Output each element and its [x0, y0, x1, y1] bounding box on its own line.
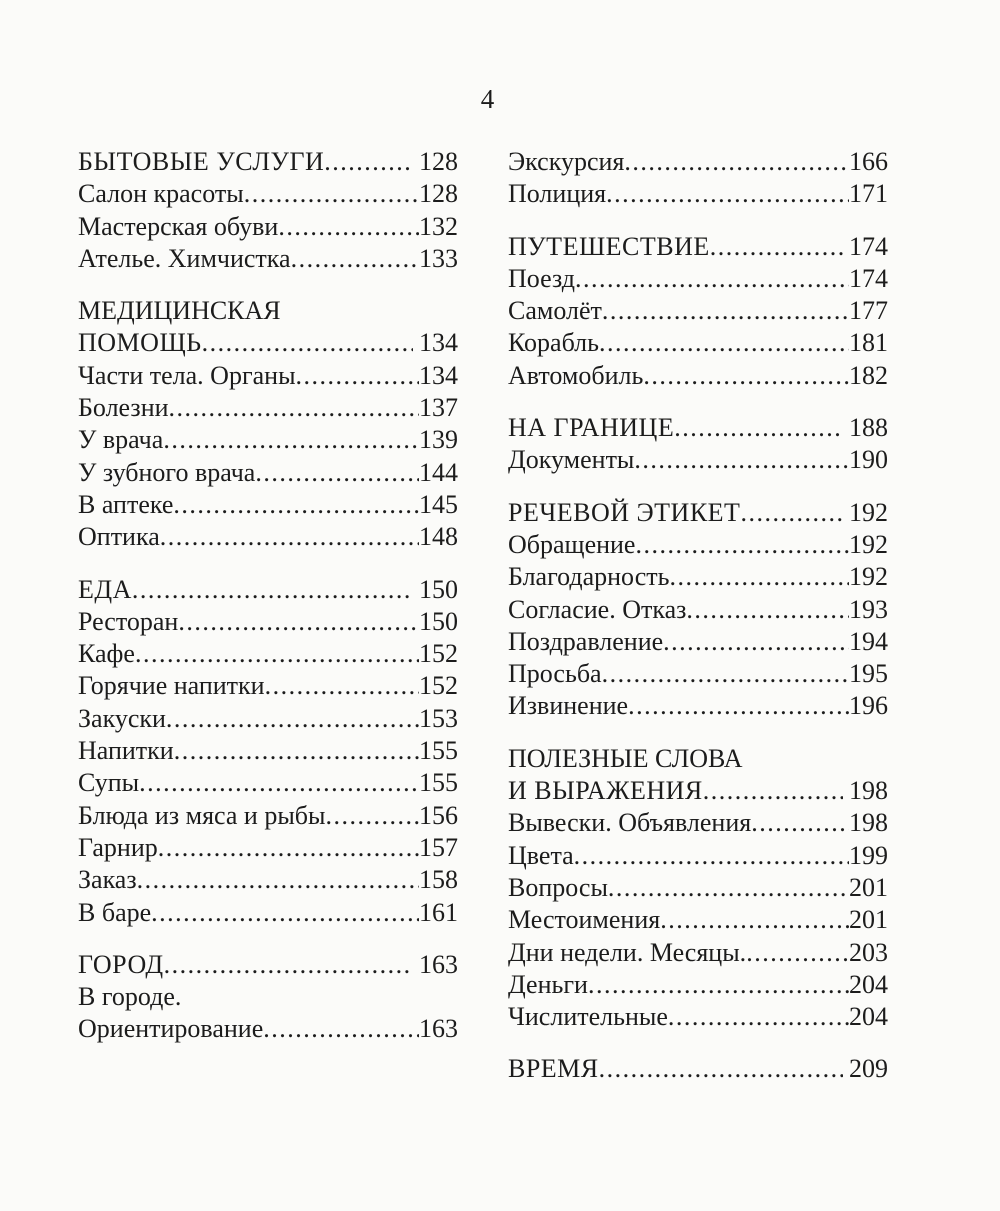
- toc-page-number: 158: [419, 865, 458, 895]
- toc-leader-dots: [663, 626, 849, 658]
- toc-entry[interactable]: [508, 1001, 888, 1033]
- toc-entry[interactable]: [78, 1013, 458, 1045]
- toc-entry-title: У врача: [78, 425, 164, 455]
- toc-page-number: 128: [419, 147, 458, 176]
- toc-entry[interactable]: [78, 800, 458, 832]
- toc-page-number: 203: [849, 937, 888, 967]
- toc-entry-title: Гарнир: [78, 832, 158, 862]
- toc-section-heading[interactable]: [508, 497, 888, 529]
- toc-entry[interactable]: [508, 178, 888, 210]
- section-spacer: [78, 275, 458, 295]
- toc-page-number: 152: [419, 671, 458, 701]
- toc-page-number: 174: [849, 231, 888, 261]
- toc-entry-title: РЕЧЕВОЙ ЭТИКЕТ: [508, 497, 741, 527]
- toc-entry-title: Извинение: [508, 691, 629, 721]
- toc-entry-title: Числительные: [508, 1002, 668, 1032]
- toc-page-number: 204: [849, 1002, 888, 1032]
- toc-entry[interactable]: [508, 561, 888, 593]
- toc-entry-title: Экскурсия: [508, 147, 625, 176]
- toc-leader-dots: [588, 969, 849, 1001]
- toc-right-column: [508, 146, 888, 1086]
- toc-section-heading[interactable]: [78, 981, 458, 1013]
- toc-page-number: 195: [849, 659, 888, 689]
- toc-entry[interactable]: [78, 360, 458, 392]
- toc-entry-title: Обращение: [508, 529, 636, 559]
- toc-page-number: 161: [419, 897, 458, 927]
- toc-page-number: 166: [849, 147, 888, 176]
- toc-entry[interactable]: [78, 489, 458, 521]
- toc-entry[interactable]: [508, 840, 888, 872]
- toc-entry-title: Оптика: [78, 522, 160, 552]
- toc-entry-title: Ориентирование: [78, 1014, 264, 1044]
- toc-entry-title: Поезд: [508, 263, 575, 293]
- toc-leader-dots: [634, 444, 849, 476]
- toc-page-number: 152: [419, 639, 458, 669]
- toc-leader-dots: [628, 690, 849, 722]
- toc-page-number: 155: [419, 768, 458, 798]
- toc-entry-title: Блюда из мяса и рыбы: [78, 800, 326, 830]
- toc-entry-title: Дни недели. Месяцы.: [508, 937, 747, 967]
- toc-leader-dots: [132, 574, 413, 606]
- toc-section-heading[interactable]: [78, 327, 458, 359]
- toc-leader-dots: [599, 327, 849, 359]
- toc-section-heading[interactable]: [508, 775, 888, 807]
- toc-leader-dots: [669, 561, 849, 593]
- toc-entry-title: Цвета: [508, 840, 574, 870]
- toc-leader-dots: [166, 703, 419, 735]
- toc-entry[interactable]: [508, 969, 888, 1001]
- toc-entry[interactable]: [78, 703, 458, 735]
- toc-entry[interactable]: [508, 904, 888, 936]
- toc-page-number: 174: [849, 263, 888, 293]
- toc-leader-dots: [296, 360, 419, 392]
- toc-leader-dots: [278, 211, 419, 243]
- toc-entry-title: Мастерская обуви: [78, 211, 279, 241]
- toc-entry-title: Супы: [78, 768, 140, 798]
- toc-leader-dots: [326, 800, 419, 832]
- toc-page-number: 192: [849, 562, 888, 592]
- toc-entry[interactable]: [508, 594, 888, 626]
- toc-entry[interactable]: [508, 529, 888, 561]
- toc-entry-title: ВРЕМЯ: [508, 1054, 599, 1084]
- toc-page-number: 198: [849, 776, 888, 806]
- toc-entry-title: И ВЫРАЖЕНИЯ: [508, 776, 703, 806]
- toc-entry[interactable]: [78, 864, 458, 896]
- toc-leader-dots: [324, 146, 413, 178]
- toc-page-number: 139: [419, 425, 458, 455]
- toc-entry-title: Ателье. Химчистка: [78, 243, 291, 273]
- toc-page-number: 157: [419, 832, 458, 862]
- toc-entry-title: Горячие напитки: [78, 671, 265, 701]
- toc-page-number: 133: [419, 243, 458, 273]
- toc-leader-dots: [635, 529, 849, 561]
- toc-page-number: 192: [849, 529, 888, 559]
- section-spacer: [508, 477, 888, 497]
- toc-entry-title: Деньги: [508, 969, 588, 999]
- toc-leader-dots: [599, 1053, 843, 1085]
- toc-page-number: 201: [849, 905, 888, 935]
- toc-entry-title: Закуски: [78, 703, 166, 733]
- toc-entry-title: Напитки: [78, 736, 174, 766]
- toc-leader-dots: [740, 497, 843, 529]
- toc-entry-title: Салон красоты: [78, 179, 244, 209]
- toc-page-number: 163: [419, 1014, 458, 1044]
- toc-leader-dots: [668, 1001, 849, 1033]
- toc-entry-title: Ресторан: [78, 606, 179, 636]
- toc-section-heading[interactable]: [508, 743, 888, 775]
- toc-leader-dots: [178, 606, 419, 638]
- toc-page-number: 155: [419, 736, 458, 766]
- toc-page-number: 209: [849, 1054, 888, 1084]
- toc-entry[interactable]: [78, 638, 458, 670]
- toc-entry-title: Просьба: [508, 659, 602, 689]
- toc-page-number: 177: [849, 296, 888, 326]
- toc-leader-dots: [660, 904, 849, 936]
- toc-entry-title: Поздравление: [508, 626, 664, 656]
- toc-leader-dots: [291, 243, 419, 275]
- toc-page-number: 182: [849, 360, 888, 390]
- toc-leader-dots: [263, 1013, 419, 1045]
- toc-leader-dots: [173, 489, 419, 521]
- toc-entry-title: У зубного врача: [78, 457, 256, 487]
- toc-leader-dots: [158, 832, 419, 864]
- toc-leader-dots: [574, 840, 849, 872]
- toc-entry-title: ПУТЕШЕСТВИЕ: [508, 231, 710, 261]
- toc-entry-title: Болезни: [78, 393, 169, 423]
- toc-leader-dots: [575, 263, 849, 295]
- toc-leader-dots: [135, 638, 419, 670]
- toc-section-heading[interactable]: [78, 295, 458, 327]
- toc-left-column: [78, 146, 458, 1046]
- toc-leader-dots: [174, 735, 419, 767]
- toc-entry-title: Благодарность: [508, 562, 670, 592]
- toc-leader-dots: [751, 807, 849, 839]
- toc-entry[interactable]: [508, 360, 888, 392]
- toc-section-heading[interactable]: [508, 231, 888, 263]
- toc-entry[interactable]: [78, 243, 458, 275]
- toc-entry[interactable]: [508, 872, 888, 904]
- toc-leader-dots: [686, 594, 849, 626]
- toc-page-number: 196: [849, 691, 888, 721]
- section-spacer: [508, 1033, 888, 1053]
- toc-section-heading[interactable]: [78, 949, 458, 981]
- toc-leader-dots: [244, 178, 419, 210]
- toc-page-number: 181: [849, 328, 888, 358]
- toc-entry-title: Кафе: [78, 639, 135, 669]
- toc-leader-dots: [608, 872, 849, 904]
- toc-entry-title: Документы: [508, 445, 635, 475]
- toc-entry[interactable]: [508, 444, 888, 476]
- toc-leader-dots: [710, 231, 843, 263]
- toc-entry[interactable]: [78, 767, 458, 799]
- toc-entry-title: В аптеке: [78, 489, 174, 519]
- section-spacer: [508, 723, 888, 743]
- toc-page-number: 148: [419, 522, 458, 552]
- section-spacer: [508, 392, 888, 412]
- toc-page-number: 128: [419, 179, 458, 209]
- toc-page-number: 156: [419, 800, 458, 830]
- toc-page-number: 171: [849, 179, 888, 209]
- toc-entry[interactable]: [508, 658, 888, 690]
- toc-entry-title: ПОЛЕЗНЫЕ СЛОВА: [508, 743, 743, 773]
- toc-page-number: 198: [849, 808, 888, 838]
- toc-leader-dots: [265, 670, 419, 702]
- toc-entry-title: Части тела. Органы: [78, 360, 296, 390]
- toc-entry-title: Корабль: [508, 328, 599, 358]
- toc-leader-dots: [643, 360, 849, 392]
- toc-entry[interactable]: [78, 178, 458, 210]
- toc-page-number: 150: [419, 606, 458, 636]
- toc-entry-title: Вывески. Объявления: [508, 808, 752, 838]
- toc-section-heading[interactable]: [78, 146, 458, 178]
- toc-entry[interactable]: [508, 807, 888, 839]
- toc-entry[interactable]: [78, 211, 458, 243]
- section-spacer: [78, 554, 458, 574]
- toc-leader-dots: [606, 178, 849, 210]
- toc-page-number: 134: [419, 360, 458, 390]
- toc-entry[interactable]: [508, 690, 888, 722]
- toc-entry[interactable]: [78, 670, 458, 702]
- toc-entry[interactable]: [78, 521, 458, 553]
- toc-entry-title: В баре: [78, 897, 152, 927]
- toc-entry-title: Автомобиль: [508, 360, 644, 390]
- toc-entry[interactable]: [508, 626, 888, 658]
- toc-page-number: 192: [849, 497, 888, 527]
- toc-page-number: 194: [849, 626, 888, 656]
- toc-leader-dots: [602, 295, 849, 327]
- toc-page-number: 190: [849, 445, 888, 475]
- toc-leader-dots: [624, 146, 849, 178]
- toc-section-heading[interactable]: [78, 574, 458, 606]
- toc-entry[interactable]: [78, 897, 458, 929]
- toc-leader-dots: [169, 392, 419, 424]
- toc-page-number: 153: [419, 703, 458, 733]
- toc-entry[interactable]: [508, 263, 888, 295]
- toc-entry-title: Местоимения: [508, 905, 661, 935]
- toc-leader-dots: [139, 767, 419, 799]
- toc-entry-title: ПОМОЩЬ: [78, 328, 202, 358]
- toc-leader-dots: [674, 412, 843, 444]
- toc-entry[interactable]: [78, 735, 458, 767]
- toc-page-number: 144: [419, 457, 458, 487]
- toc-entry-title: Самолёт: [508, 296, 602, 326]
- toc-entry-title: ЕДА: [78, 574, 132, 604]
- toc-entry-title: В городе.: [78, 982, 182, 1012]
- toc-leader-dots: [602, 658, 849, 690]
- toc-entry[interactable]: [78, 457, 458, 489]
- toc-page-number: 201: [849, 872, 888, 902]
- toc-entry-title: ГОРОД: [78, 949, 164, 979]
- toc-entry[interactable]: [508, 937, 888, 969]
- toc-page-number: 199: [849, 840, 888, 870]
- toc-page-number: 163: [419, 949, 458, 979]
- toc-page-number: 137: [419, 393, 458, 423]
- toc-entry-title: Вопросы: [508, 872, 608, 902]
- toc-section-heading[interactable]: [508, 1053, 888, 1085]
- toc-entry[interactable]: [78, 392, 458, 424]
- page-number: 4: [480, 84, 495, 114]
- toc-page-number: 188: [849, 413, 888, 443]
- section-spacer: [508, 211, 888, 231]
- toc-page-number: 150: [419, 574, 458, 604]
- toc-entry-title: НА ГРАНИЦЕ: [508, 413, 675, 443]
- toc-leader-dots: [746, 937, 849, 969]
- toc-entry-title: Заказ: [78, 865, 137, 895]
- toc-entry-title: МЕДИЦИНСКАЯ: [78, 296, 281, 326]
- toc-leader-dots: [255, 457, 419, 489]
- toc-entry[interactable]: [508, 146, 888, 178]
- section-spacer: [78, 929, 458, 949]
- toc-leader-dots: [137, 864, 419, 896]
- toc-section-heading[interactable]: [508, 412, 888, 444]
- toc-page-number: 145: [419, 489, 458, 519]
- toc-entry[interactable]: [78, 606, 458, 638]
- toc-entry[interactable]: [78, 832, 458, 864]
- toc-page-number: 132: [419, 211, 458, 241]
- toc-page-number: 134: [419, 328, 458, 358]
- toc-entry-title: Согласие. Отказ: [508, 594, 687, 624]
- toc-page-number: 193: [849, 594, 888, 624]
- toc-entry-title: Полиция: [508, 179, 607, 209]
- toc-entry[interactable]: [78, 424, 458, 456]
- toc-entry[interactable]: [508, 327, 888, 359]
- toc-leader-dots: [160, 521, 419, 553]
- toc-leader-dots: [703, 775, 843, 807]
- toc-page-number: 204: [849, 969, 888, 999]
- toc-entry[interactable]: [508, 295, 888, 327]
- toc-leader-dots: [151, 897, 419, 929]
- toc-leader-dots: [164, 949, 413, 981]
- toc-entry-title: БЫТОВЫЕ УСЛУГИ: [78, 147, 325, 176]
- toc-leader-dots: [202, 327, 413, 359]
- toc-leader-dots: [163, 424, 419, 456]
